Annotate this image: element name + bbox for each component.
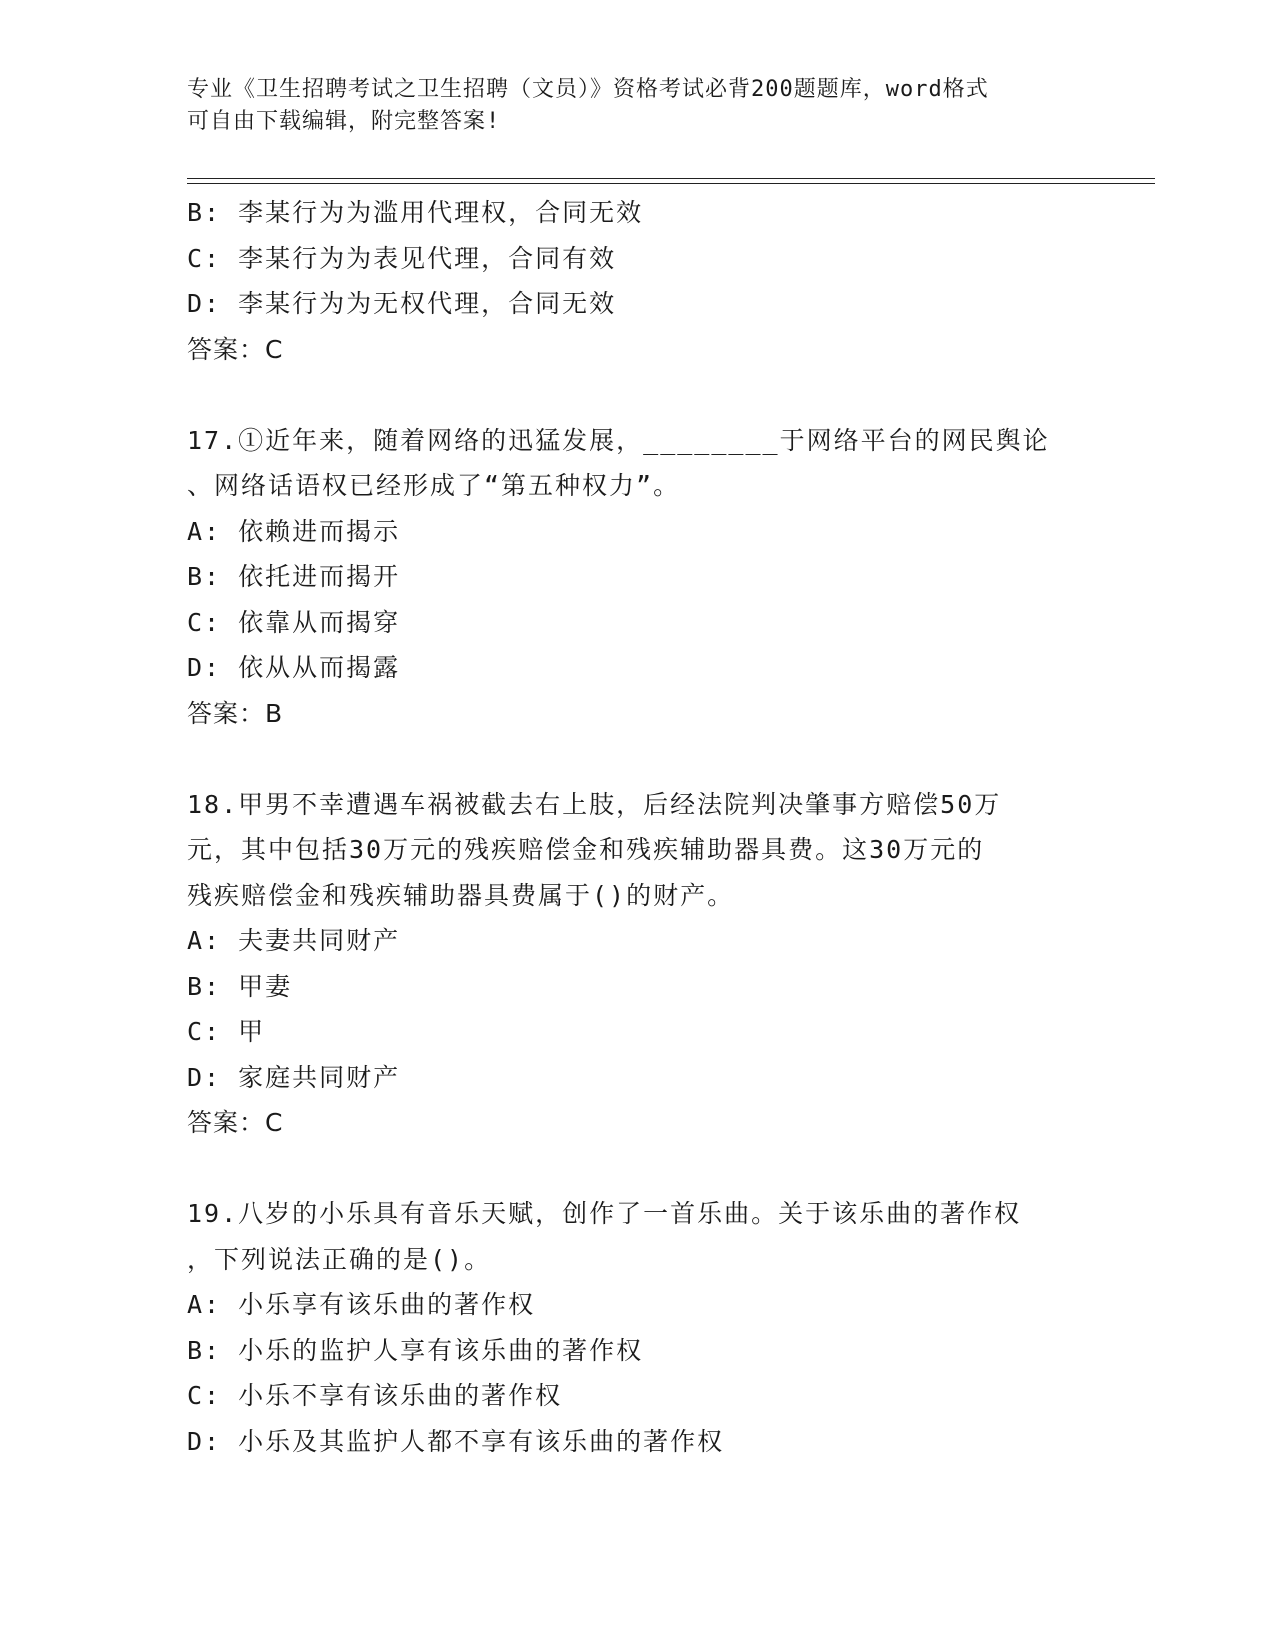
question-stem: 、网络话语权已经形成了“第五种权力”。 [187,471,681,500]
option-c: C: 甲 [187,1017,266,1046]
option-b: B: 依托进而揭开 [187,562,401,591]
option-a: A: 依赖进而揭示 [187,516,401,546]
option-c: C: 李某行为为表见代理，合同有效 [187,243,617,273]
spacer [187,736,1087,782]
spacer [187,372,1087,418]
option-b: B: 甲妻 [187,971,293,1001]
question-content [187,190,1087,1464]
question-stem: 17.①近年来，随着网络的迅猛发展，________于网络平台的网民舆论 [187,425,1050,455]
header-divider-top [187,178,1155,179]
question-stem: 残疾赔偿金和残疾辅助器具费属于()的财产。 [187,880,735,910]
question-block-17 [187,418,1087,737]
answer-line: 答案：C [187,1108,284,1137]
option-c: C: 小乐不享有该乐曲的著作权 [187,1381,563,1410]
answer-line: 答案：C [187,334,284,364]
option-a: A: 小乐享有该乐曲的著作权 [187,1290,536,1319]
document-header [187,74,1087,138]
question-stem: ，下列说法正确的是()。 [187,1244,492,1274]
answer-line: 答案：B [187,698,284,728]
question-stem: 元，其中包括30万元的残疾赔偿金和残疾辅助器具费。这30万元的 [187,835,985,864]
option-d: D: 家庭共同财产 [187,1062,401,1092]
option-b: B: 小乐的监护人享有该乐曲的著作权 [187,1335,644,1365]
option-b: B: 李某行为为滥用代理权，合同无效 [187,198,644,227]
option-d: D: 依从从而揭露 [187,653,401,682]
spacer [187,1146,1087,1192]
option-c: C: 依靠从而揭穿 [187,607,401,637]
question-stem: 19.八岁的小乐具有音乐天赋，创作了一首乐曲。关于该乐曲的著作权 [187,1199,1022,1228]
question-block-19 [187,1191,1087,1464]
header-line-2: 可自由下载编辑，附完整答案! [187,109,501,134]
question-block-18 [187,782,1087,1146]
option-d: D: 李某行为为无权代理，合同无效 [187,289,617,318]
option-d: D: 小乐及其监护人都不享有该乐曲的著作权 [187,1426,725,1456]
question-stem: 18.甲男不幸遭遇车祸被截去右上肢，后经法院判决肇事方赔偿50万 [187,789,1002,819]
header-line-1: 专业《卫生招聘考试之卫生招聘（文员）》资格考试必背200题题库，word格式 [187,77,989,102]
question-block-16-tail [187,190,1087,372]
header-divider-bottom [187,183,1155,184]
option-a: A: 夫妻共同财产 [187,926,401,955]
